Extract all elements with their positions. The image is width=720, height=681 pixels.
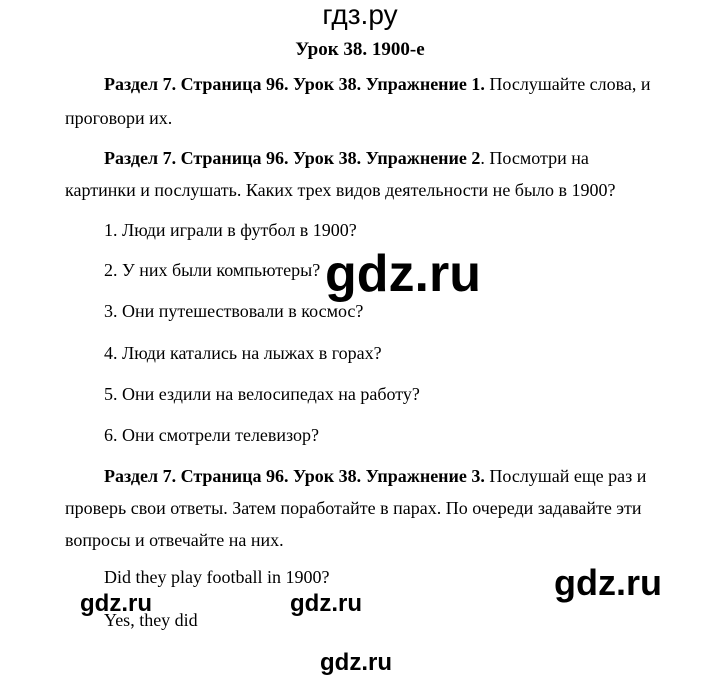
watermark-left: gdz.ru [80,590,152,617]
exercise3-heading: Раздел 7. Страница 96. Урок 38. Упражнение 3. [104,466,485,486]
lesson-title: Урок 38. 1900-е [295,39,425,60]
question-5: 5. Они ездили на велосипедах на работу? [104,384,420,404]
exercise1-text-1: Послушайте слова, и [484,74,651,94]
watermark-center: gdz.ru [290,590,362,617]
exercise2-heading: Раздел 7. Страница 96. Урок 38. Упражнение 2 [104,148,481,168]
watermark-bottom: gdz.ru [320,649,392,676]
exercise1-heading: Раздел 7. Страница 96. Урок 38. Упражнение 1. [104,74,485,94]
exercise1-line1 [104,72,651,96]
exercise1-text-2: проговори их. [65,108,173,128]
site-title: гдз.ру [322,0,398,30]
exercise3-text-2: проверь свои ответы. Затем поработайте в парах. По очереди задавайте эти [65,498,642,518]
exercise3-line1 [104,464,646,488]
exercise3-text-1: Послушай еще раз и [484,466,647,486]
question-4: 4. Люди катались на лыжах в горах? [104,343,382,363]
question-3: 3. Они путешествовали в космос? [104,301,364,321]
example-question: Did they play football in 1900? [104,567,330,587]
exercise2-text-2: картинки и послушать. Каких трех видов деятельности не было в 1900? [65,180,616,200]
question-2: 2. У них были компьютеры? [104,260,321,280]
exercise2-line1 [104,146,589,170]
question-6: 6. Они смотрели телевизор? [104,425,320,445]
watermark-large: gdz.ru [325,245,481,303]
example-answer: Yes, they did [104,610,198,630]
exercise2-text-1: . Посмотри на [480,148,589,168]
exercise3-text-3: вопросы и отвечайте на них. [65,530,284,550]
watermark-right: gdz.ru [554,562,662,603]
question-1: 1. Люди играли в футбол в 1900? [104,220,357,240]
